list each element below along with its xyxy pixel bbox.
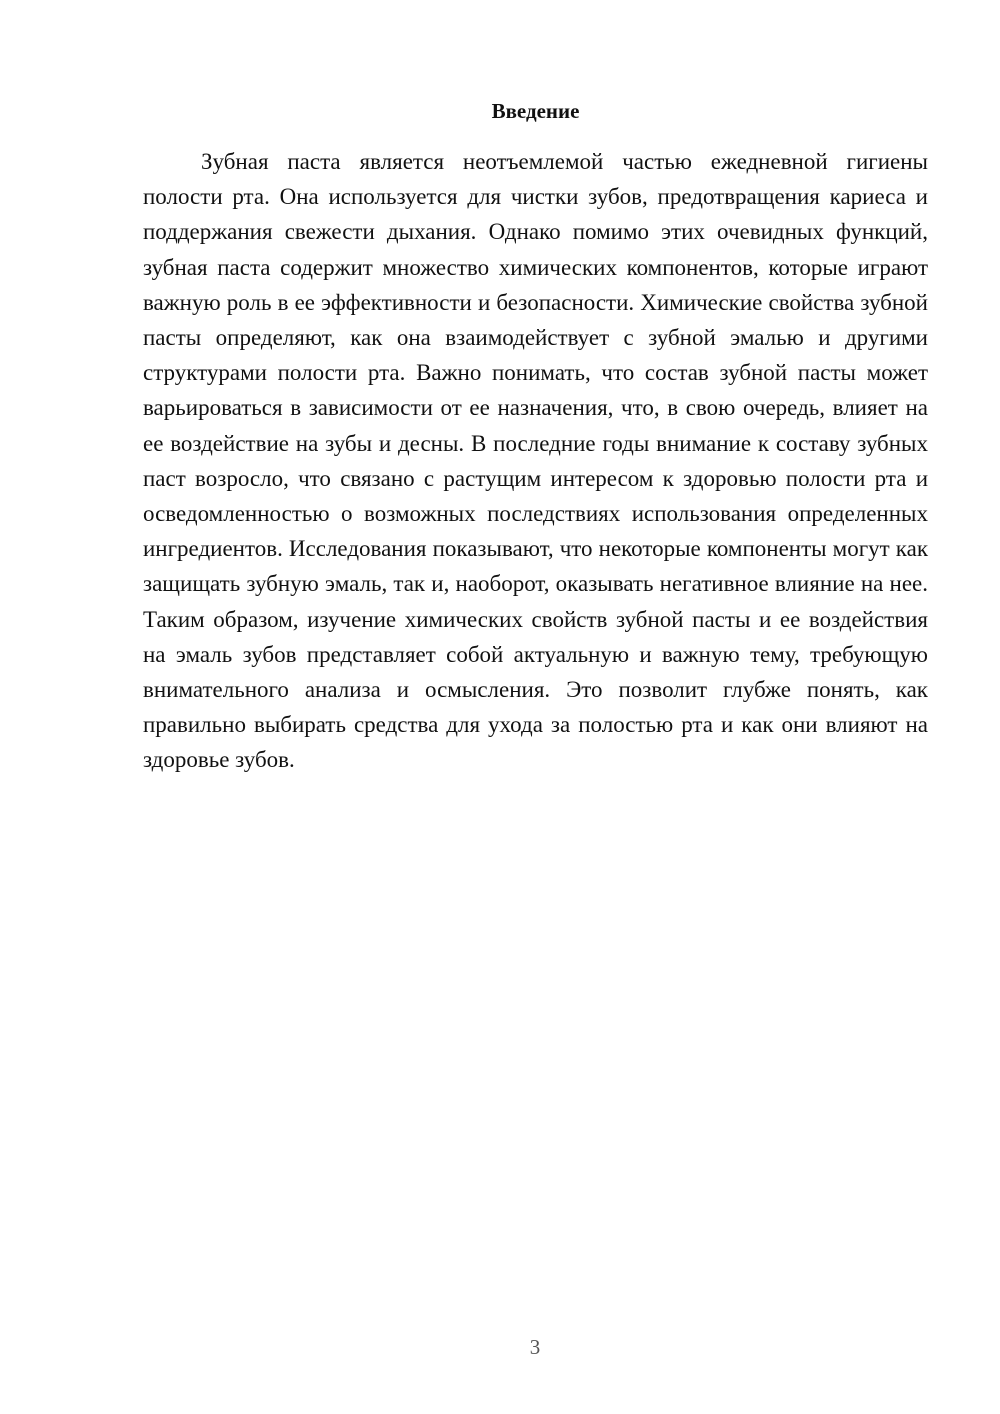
section-heading: Введение <box>491 99 580 123</box>
page-number: 3 <box>529 1335 541 1359</box>
body-paragraph: Зубная паста является неотъемлемой частью ежедневной гигиены полости рта. Она используется для чистки зубов, предотвращения кариеса и поддержания свежести дыхания. Однако помимо этих очевидных функций, зубная паста содержит множество химических компонентов, которые играют важную роль в ее эффективности и безопасности. Химические свойства зубной пасты определяют, как она взаимодействует с зубной эмалью и другими структурами полости рта. Важно понимать, что состав зубной пасты может варьироваться в зависимости от ее назначения, что, в свою очередь, влияет на ее воздействие на зубы и десны. В последние годы внимание к составу зубных паст возросло, что связано с растущим интересом к здоровью полости рта и осведомленностью о возможных последствиях использования определенных ингредиентов. Исследования показывают, что некоторые компоненты могут как защищать зубную эмаль, так и, наоборот, оказывать негативное влияние на нее. Таким образом, изучение химических свойств зубной пасты и ее воздействия на эмаль зубов представляет собой актуальную и важную тему, требующую внимательного анализа и осмысления. Это позволит глубже понять, как правильно выбирать средства для ухода за полостью рта и как они влияют на здоровье зубов. <box>143 149 928 773</box>
